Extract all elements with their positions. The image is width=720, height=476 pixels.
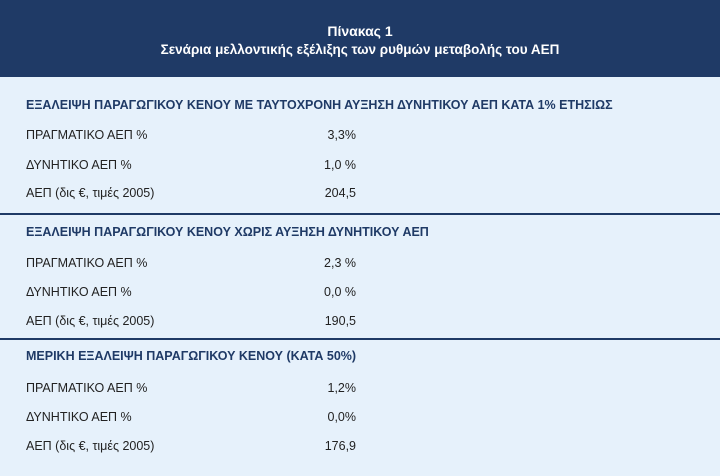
row-label: ΑΕΠ (δις €, τιμές 2005) bbox=[26, 314, 155, 328]
row-value: 176,9 bbox=[324, 439, 356, 453]
scenario-section-2 bbox=[0, 213, 720, 338]
table-title: Πίνακας 1 bbox=[327, 23, 393, 39]
table-row bbox=[26, 158, 426, 174]
table-row bbox=[26, 314, 426, 330]
row-label: ΔΥΝΗΤΙΚΟ ΑΕΠ % bbox=[26, 158, 132, 172]
table-row bbox=[26, 439, 426, 455]
table-subtitle: Σενάρια μελλοντικής εξέλιξης των ρυθμών μεταβολής του ΑΕΠ bbox=[160, 42, 560, 57]
row-value: 190,5 bbox=[324, 314, 356, 328]
table-row bbox=[26, 381, 426, 397]
row-value: 0,0 % bbox=[324, 285, 356, 299]
table-row bbox=[26, 128, 426, 144]
row-label: ΠΡΑΓΜΑΤΙΚΟ ΑΕΠ % bbox=[26, 256, 148, 270]
scenario-section-3 bbox=[0, 338, 720, 474]
table-row bbox=[26, 410, 426, 426]
row-value: 2,3 % bbox=[324, 256, 356, 270]
row-value: 204,5 bbox=[324, 186, 356, 200]
row-label: ΠΡΑΓΜΑΤΙΚΟ ΑΕΠ % bbox=[26, 128, 148, 142]
table-row bbox=[26, 256, 426, 272]
table-row bbox=[26, 186, 426, 202]
row-value: 1,0 % bbox=[324, 158, 356, 172]
table-row bbox=[26, 285, 426, 301]
row-value: 3,3% bbox=[327, 128, 356, 142]
section-title: ΕΞΑΛΕΙΨΗ ΠΑΡΑΓΩΓΙΚΟΥ ΚΕΝΟΥ ΜΕ ΤΑΥΤΟΧΡΟΝΗ ΑΥΞΗΣΗ ΔΥΝΗΤΙΚΟΥ ΑΕΠ ΚΑΤΑ 1% ΕΤΗΣΙΩΣ bbox=[26, 98, 613, 112]
row-value: 0,0% bbox=[327, 410, 356, 424]
scenario-section-1 bbox=[0, 77, 720, 213]
section-title: ΕΞΑΛΕΙΨΗ ΠΑΡΑΓΩΓΙΚΟΥ ΚΕΝΟΥ ΧΩΡΙΣ ΑΥΞΗΣΗ ΔΥΝΗΤΙΚΟΥ ΑΕΠ bbox=[26, 225, 429, 239]
row-label: ΑΕΠ (δις €, τιμές 2005) bbox=[26, 186, 155, 200]
row-label: ΑΕΠ (δις €, τιμές 2005) bbox=[26, 439, 155, 453]
row-label: ΔΥΝΗΤΙΚΟ ΑΕΠ % bbox=[26, 410, 132, 424]
row-value: 1,2% bbox=[327, 381, 356, 395]
table-header bbox=[0, 0, 720, 77]
row-label: ΔΥΝΗΤΙΚΟ ΑΕΠ % bbox=[26, 285, 132, 299]
section-title: ΜΕΡΙΚΗ ΕΞΑΛΕΙΨΗ ΠΑΡΑΓΩΓΙΚΟΥ ΚΕΝΟΥ (ΚΑΤΑ 50%) bbox=[26, 349, 357, 363]
row-label: ΠΡΑΓΜΑΤΙΚΟ ΑΕΠ % bbox=[26, 381, 148, 395]
